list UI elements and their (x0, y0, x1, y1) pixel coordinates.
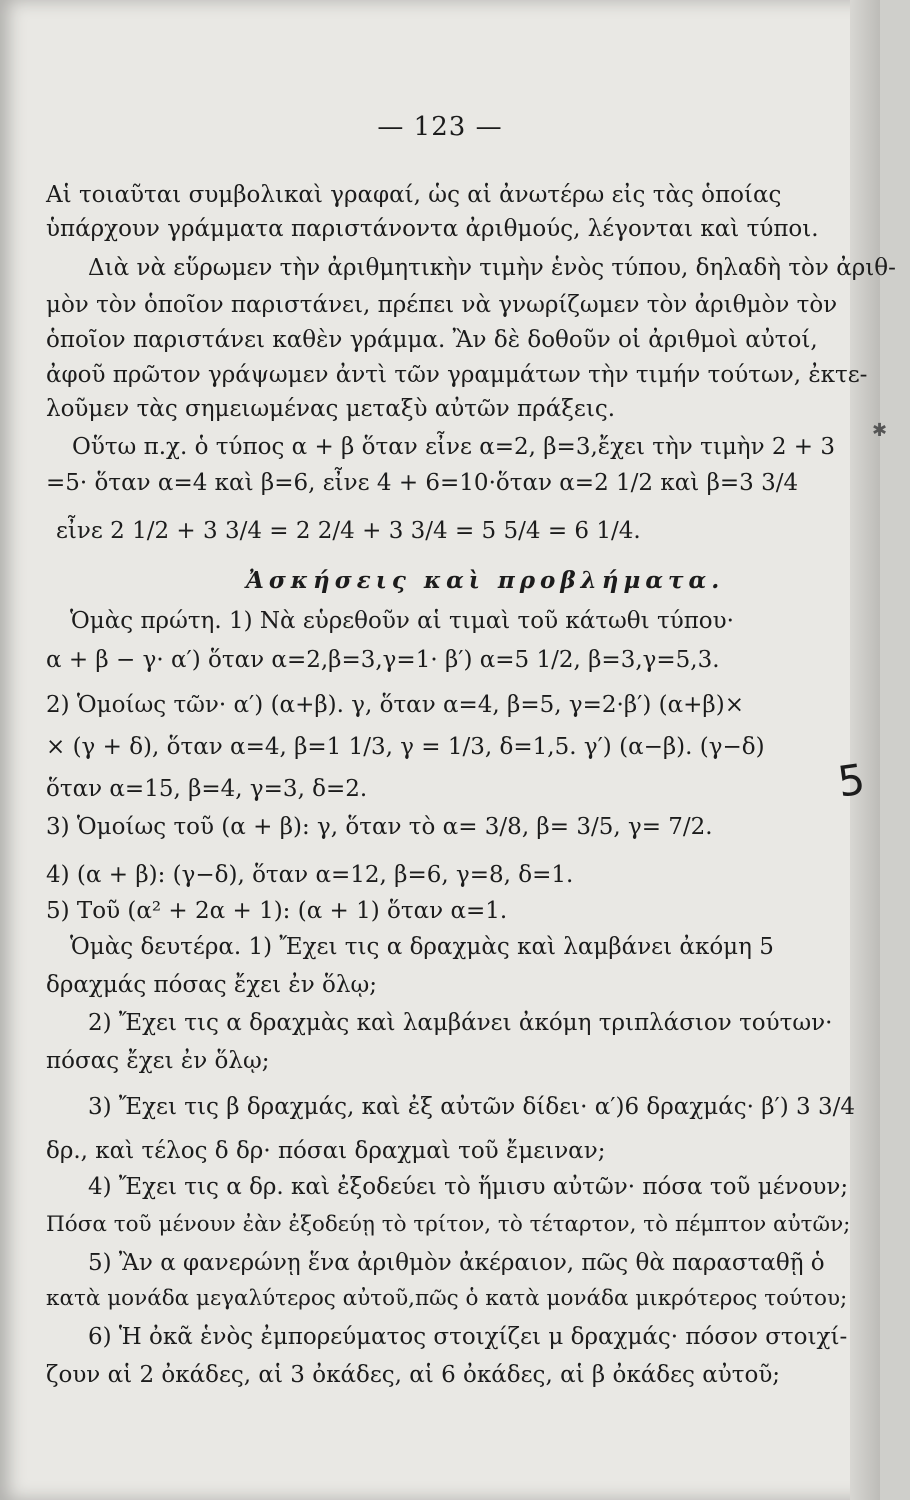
text-line: α + β − γ· α′) ὅταν α=2,β=3,γ=1· β′) α=5 1/2, β=3,γ=5,3. (46, 647, 720, 673)
text-line: Πόσα τοῦ μένουν ἐὰν ἐξοδεύῃ τὸ τρίτον, τὸ τέταρτον, τὸ πέμπτον αὐτῶν; (46, 1212, 851, 1237)
text-line: 5) Τοῦ (α² + 2α + 1): (α + 1) ὅταν α=1. (46, 898, 508, 924)
text-line: 5) Ἂν α φανερώνῃ ἕνα ἀριθμὸν ἀκέραιον, πῶς θὰ παρασταθῇ ὁ (88, 1250, 825, 1276)
page-number: — 123 — (377, 112, 503, 142)
text-line: =5· ὅταν α=4 καὶ β=6, εἶνε 4 + 6=10·ὅταν α=2 1/2 καὶ β=3 3/4 (46, 470, 799, 496)
text-line: δραχμάς πόσας ἔχει ἐν ὅλῳ; (46, 972, 377, 998)
text-line: ὑπάρχουν γράμματα παριστάνοντα ἀριθμούς, λέγονται καὶ τύποι. (46, 216, 819, 242)
text-line: εἶνε 2 1/2 + 3 3/4 = 2 2/4 + 3 3/4 = 5 5/4 = 6 1/4. (56, 518, 641, 544)
text-line: Αἱ τοιαῦται συμβολικαὶ γραφαί, ὡς αἱ ἀνωτέρω εἰς τὰς ὁποίας (46, 182, 782, 208)
text-line: Διὰ νὰ εὕρωμεν τὴν ἀριθμητικὴν τιμὴν ἑνὸς τύπου, δηλαδὴ τὸν ἀριθ- (88, 255, 896, 281)
text-line: 6) Ἡ ὀκᾶ ἑνὸς ἐμπορεύματος στοιχίζει μ δραχμάς· πόσον στοιχί- (88, 1324, 848, 1350)
text-line: ἀφοῦ πρῶτον γράψωμεν ἀντὶ τῶν γραμμάτων τὴν τιμήν τούτων, ἐκτε- (46, 362, 868, 388)
text-line: πόσας ἔχει ἐν ὅλῳ; (46, 1048, 270, 1074)
text-line: 4) (α + β): (γ−δ), ὅταν α=12, β=6, γ=8, δ=1. (46, 862, 574, 888)
text-line: ὅταν α=15, β=4, γ=3, δ=2. (46, 776, 368, 802)
text-line: ὁποῖον παριστάνει καθὲν γράμμα. Ἂν δὲ δοθοῦν οἱ ἀριθμοὶ αὐτοί, (46, 327, 818, 353)
text-line: Οὕτω π.χ. ὁ τύπος α + β ὅταν εἶνε α=2, β=3,ἔχει τὴν τιμὴν 2 + 3 (72, 434, 836, 460)
section-heading: Ἀσκήσεις καὶ προβλήματα. (246, 567, 725, 594)
text-line: 3) Ὁμοίως τοῦ (α + β): γ, ὅταν τὸ α= 3/8, β= 3/5, γ= 7/2. (46, 814, 713, 840)
text-line: δρ., καὶ τέλος δ δρ· πόσαι δραχμαὶ τοῦ ἔμειναν; (46, 1138, 606, 1164)
text-line: 2) Ὁμοίως τῶν· α′) (α+β). γ, ὅταν α=4, β=5, γ=2·β′) (α+β)× (46, 692, 744, 718)
text-line: Ὁμὰς δευτέρα. 1) Ἔχει τις α δραχμὰς καὶ λαμβάνει ἀκόμη 5 (70, 934, 774, 960)
text-line: ζουν αἱ 2 ὀκάδες, αἱ 3 ὀκάδες, αἱ 6 ὀκάδες, αἱ β ὀκάδες αὐτοῦ; (46, 1362, 781, 1388)
text-line: κατὰ μονάδα μεγαλύτερος αὐτοῦ,πῶς ὁ κατὰ μονάδα μικρότερος τούτου; (46, 1286, 848, 1311)
text-line: 4) Ἔχει τις α δρ. καὶ ἐξοδεύει τὸ ἥμισυ αὐτῶν· πόσα τοῦ μένουν; (88, 1174, 849, 1200)
text-line: 2) Ἔχει τις α δραχμὰς καὶ λαμβάνει ἀκόμη τριπλάσιον τούτων· (88, 1010, 833, 1036)
text-line: λοῦμεν τὰς σημειωμένας μεταξὺ αὐτῶν πράξεις. (46, 396, 616, 422)
text-line: μὸν τὸν ὁποῖον παριστάνει, πρέπει νὰ γνωρίζωμεν τὸν ἀριθμὸν τὸν (46, 292, 838, 318)
ink-speck: ✱ (872, 420, 888, 441)
handwritten-margin-mark: 5 (834, 754, 869, 807)
text-line: × (γ + δ), ὅταν α=4, β=1 1/3, γ = 1/3, δ=1,5. γ′) (α−β). (γ−δ) (46, 734, 765, 760)
text-line: 3) Ἔχει τις β δραχμάς, καὶ ἐξ αὐτῶν δίδει· α′)6 δραχμάς· β′) 3 3/4 (88, 1094, 856, 1120)
page-gutter (850, 0, 880, 1500)
text-line: Ὁμὰς πρώτη. 1) Νὰ εὑρεθοῦν αἱ τιμαὶ τοῦ κάτωθι τύπου· (70, 608, 734, 634)
